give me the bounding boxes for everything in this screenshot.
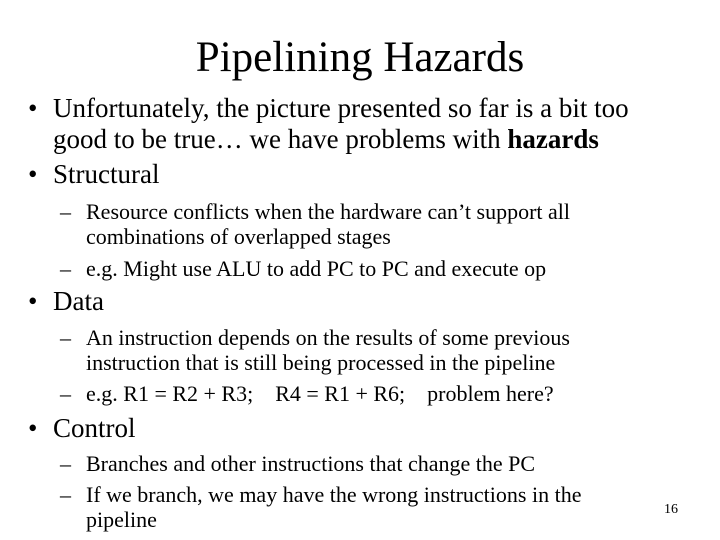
bullet-icon: • <box>28 93 38 123</box>
bullet-icon: • <box>28 413 38 443</box>
intro-text: Unfortunately, the picture presented so far is a bit too good to be true… we have problems with <box>53 93 629 154</box>
bullet-control <box>28 413 668 444</box>
sub-item-text: If we branch, we may have the wrong instructions in the pipeline <box>86 482 582 532</box>
sub-item-text: An instruction depends on the results of some previous instruction that is still being processed in the pipeline <box>86 325 570 375</box>
bullet-icon: • <box>28 286 38 316</box>
sub-item-text: e.g. Might use ALU to add PC to PC and execute op <box>86 256 547 281</box>
dash-icon: – <box>60 381 71 406</box>
page-number: 16 <box>664 502 678 517</box>
section-heading-data: Data <box>53 286 104 316</box>
sub-item-data-2 <box>60 381 640 406</box>
section-heading-control: Control <box>53 413 136 443</box>
section-heading-structural: Structural <box>53 159 160 189</box>
bullet-data <box>28 286 668 317</box>
dash-icon: – <box>60 325 71 350</box>
bullet-intro-text <box>53 93 668 155</box>
slide-title: Pipelining Hazards <box>195 34 525 81</box>
sub-item-structural-2 <box>60 256 640 281</box>
sub-item-text: Resource conflicts when the hardware can’t support all combinations of overlapped stages <box>86 199 571 249</box>
bullet-structural <box>28 159 668 190</box>
sub-item-control-2 <box>60 482 640 532</box>
bullet-icon: • <box>28 159 38 189</box>
sub-item-data-1 <box>60 325 640 375</box>
sub-item-text: Branches and other instructions that change the PC <box>86 451 536 476</box>
dash-icon: – <box>60 451 71 476</box>
dash-icon: – <box>60 482 71 507</box>
sub-item-structural-1 <box>60 199 640 249</box>
sub-item-control-1 <box>60 451 640 476</box>
bullet-intro <box>28 93 668 155</box>
sub-item-text: e.g. R1 = R2 + R3; R4 = R1 + R6; problem here? <box>86 381 554 406</box>
intro-bold-text: hazards <box>507 124 599 154</box>
dash-icon: – <box>60 199 71 224</box>
dash-icon: – <box>60 256 71 281</box>
